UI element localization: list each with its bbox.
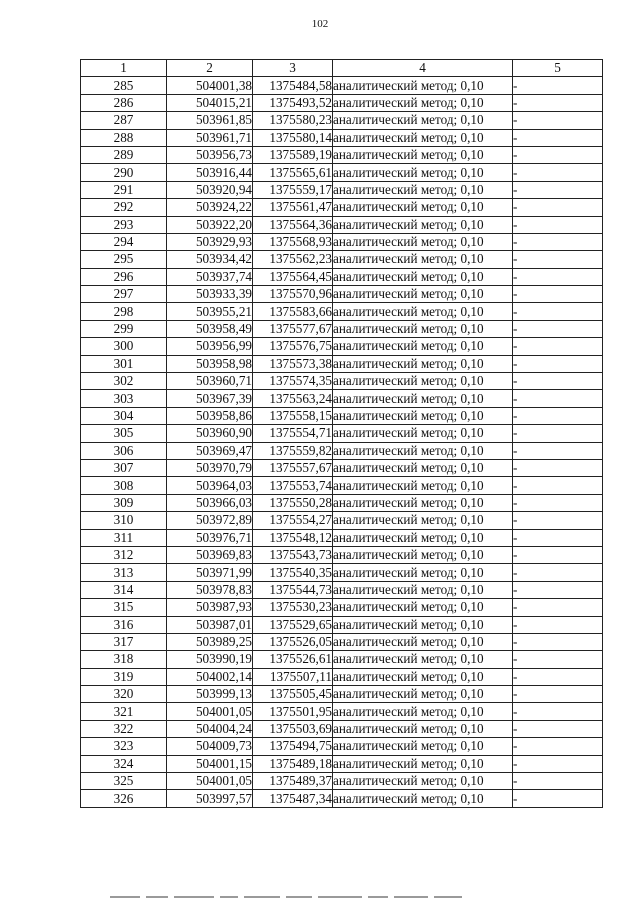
method-cell: аналитический метод; 0,10 [333,320,513,337]
y-coordinate-cell: 1375574,35 [253,373,333,390]
point-number-cell: 291 [81,181,167,198]
table-row [81,755,603,772]
method-cell: аналитический метод; 0,10 [333,112,513,129]
table-row [81,459,603,476]
y-coordinate-cell: 1375543,73 [253,546,333,563]
y-coordinate-cell: 1375489,18 [253,755,333,772]
table-row [81,616,603,633]
table-row [81,199,603,216]
method-cell: аналитический метод; 0,10 [333,459,513,476]
table-row [81,77,603,94]
x-coordinate-cell: 503972,89 [167,512,253,529]
table-row [81,216,603,233]
x-coordinate-cell: 503924,22 [167,199,253,216]
note-cell: - [513,564,603,581]
x-coordinate-cell: 504009,73 [167,738,253,755]
table-row [81,390,603,407]
y-coordinate-cell: 1375484,58 [253,77,333,94]
x-coordinate-cell: 503916,44 [167,164,253,181]
note-cell: - [513,529,603,546]
point-number-cell: 287 [81,112,167,129]
note-cell: - [513,651,603,668]
x-coordinate-cell: 503922,20 [167,216,253,233]
x-coordinate-cell: 503978,83 [167,581,253,598]
note-cell: - [513,703,603,720]
point-number-cell: 316 [81,616,167,633]
method-cell: аналитический метод; 0,10 [333,668,513,685]
x-coordinate-cell: 503987,01 [167,616,253,633]
y-coordinate-cell: 1375573,38 [253,355,333,372]
x-coordinate-cell: 503964,03 [167,477,253,494]
x-coordinate-cell: 503958,98 [167,355,253,372]
table-row [81,564,603,581]
x-coordinate-cell: 503937,74 [167,268,253,285]
note-cell: - [513,686,603,703]
method-cell: аналитический метод; 0,10 [333,651,513,668]
table-row [81,494,603,511]
y-coordinate-cell: 1375565,61 [253,164,333,181]
note-cell: - [513,720,603,737]
table-row [81,425,603,442]
y-coordinate-cell: 1375530,23 [253,599,333,616]
table-row [81,251,603,268]
x-coordinate-cell: 503956,99 [167,338,253,355]
method-cell: аналитический метод; 0,10 [333,129,513,146]
y-coordinate-cell: 1375589,19 [253,146,333,163]
note-cell: - [513,112,603,129]
method-cell: аналитический метод; 0,10 [333,251,513,268]
point-number-cell: 309 [81,494,167,511]
x-coordinate-cell: 503967,39 [167,390,253,407]
point-number-cell: 306 [81,442,167,459]
table-row [81,303,603,320]
point-number-cell: 297 [81,286,167,303]
y-coordinate-cell: 1375505,45 [253,686,333,703]
point-number-cell: 311 [81,529,167,546]
point-number-cell: 288 [81,129,167,146]
y-coordinate-cell: 1375544,73 [253,581,333,598]
method-cell: аналитический метод; 0,10 [333,268,513,285]
point-number-cell: 326 [81,790,167,807]
y-coordinate-cell: 1375564,45 [253,268,333,285]
note-cell: - [513,546,603,563]
point-number-cell: 296 [81,268,167,285]
point-number-cell: 302 [81,373,167,390]
note-cell: - [513,355,603,372]
x-coordinate-cell: 503956,73 [167,146,253,163]
point-number-cell: 294 [81,233,167,250]
method-cell: аналитический метод; 0,10 [333,720,513,737]
point-number-cell: 323 [81,738,167,755]
table-row [81,790,603,807]
table-row [81,112,603,129]
x-coordinate-cell: 503966,03 [167,494,253,511]
x-coordinate-cell: 504015,21 [167,94,253,111]
y-coordinate-cell: 1375529,65 [253,616,333,633]
note-cell: - [513,790,603,807]
y-coordinate-cell: 1375577,67 [253,320,333,337]
note-cell: - [513,599,603,616]
table-row [81,268,603,285]
x-coordinate-cell: 503961,85 [167,112,253,129]
note-cell: - [513,581,603,598]
method-cell: аналитический метод; 0,10 [333,773,513,790]
point-number-cell: 318 [81,651,167,668]
note-cell: - [513,738,603,755]
note-cell: - [513,633,603,650]
note-cell: - [513,668,603,685]
table-row [81,320,603,337]
note-cell: - [513,616,603,633]
x-coordinate-cell: 503969,83 [167,546,253,563]
y-coordinate-cell: 1375561,47 [253,199,333,216]
method-cell: аналитический метод; 0,10 [333,529,513,546]
table-row [81,338,603,355]
y-coordinate-cell: 1375503,69 [253,720,333,737]
note-cell: - [513,407,603,424]
method-cell: аналитический метод; 0,10 [333,233,513,250]
x-coordinate-cell: 504001,05 [167,703,253,720]
page-number: 102 [311,18,329,30]
table-row [81,146,603,163]
x-coordinate-cell: 503961,71 [167,129,253,146]
x-coordinate-cell: 504004,24 [167,720,253,737]
x-coordinate-cell: 503933,39 [167,286,253,303]
note-cell: - [513,199,603,216]
method-cell: аналитический метод; 0,10 [333,564,513,581]
x-coordinate-cell: 504002,14 [167,668,253,685]
method-cell: аналитический метод; 0,10 [333,390,513,407]
note-cell: - [513,286,603,303]
x-coordinate-cell: 504001,15 [167,755,253,772]
method-cell: аналитический метод; 0,10 [333,494,513,511]
note-cell: - [513,755,603,772]
y-coordinate-cell: 1375564,36 [253,216,333,233]
table-row [81,181,603,198]
x-coordinate-cell: 503987,93 [167,599,253,616]
y-coordinate-cell: 1375580,23 [253,112,333,129]
y-coordinate-cell: 1375526,61 [253,651,333,668]
scan-footer-artifact [110,888,590,900]
x-coordinate-cell: 503920,94 [167,181,253,198]
method-cell: аналитический метод; 0,10 [333,581,513,598]
method-cell: аналитический метод; 0,10 [333,738,513,755]
point-number-cell: 299 [81,320,167,337]
method-cell: аналитический метод; 0,10 [333,216,513,233]
y-coordinate-cell: 1375557,67 [253,459,333,476]
point-number-cell: 315 [81,599,167,616]
x-coordinate-cell: 503958,86 [167,407,253,424]
y-coordinate-cell: 1375558,15 [253,407,333,424]
y-coordinate-cell: 1375583,66 [253,303,333,320]
point-number-cell: 300 [81,338,167,355]
point-number-cell: 325 [81,773,167,790]
point-number-cell: 312 [81,546,167,563]
note-cell: - [513,216,603,233]
method-cell: аналитический метод; 0,10 [333,616,513,633]
method-cell: аналитический метод; 0,10 [333,286,513,303]
method-cell: аналитический метод; 0,10 [333,373,513,390]
method-cell: аналитический метод; 0,10 [333,755,513,772]
x-coordinate-cell: 503971,99 [167,564,253,581]
method-cell: аналитический метод; 0,10 [333,703,513,720]
method-cell: аналитический метод; 0,10 [333,546,513,563]
table-header-row [81,60,603,77]
table-row [81,373,603,390]
y-coordinate-cell: 1375493,52 [253,94,333,111]
y-coordinate-cell: 1375562,23 [253,251,333,268]
note-cell: - [513,320,603,337]
point-number-cell: 289 [81,146,167,163]
method-cell: аналитический метод; 0,10 [333,686,513,703]
x-coordinate-cell: 503960,90 [167,425,253,442]
y-coordinate-cell: 1375548,12 [253,529,333,546]
point-number-cell: 313 [81,564,167,581]
note-cell: - [513,373,603,390]
point-number-cell: 322 [81,720,167,737]
table-row [81,129,603,146]
x-coordinate-cell: 503970,79 [167,459,253,476]
table-row [81,686,603,703]
table-row [81,477,603,494]
header-col-1: 1 [81,60,167,77]
point-number-cell: 285 [81,77,167,94]
method-cell: аналитический метод; 0,10 [333,599,513,616]
table-row [81,407,603,424]
table-row [81,599,603,616]
note-cell: - [513,477,603,494]
note-cell: - [513,390,603,407]
point-number-cell: 310 [81,512,167,529]
table-row [81,581,603,598]
note-cell: - [513,77,603,94]
header-col-3: 3 [253,60,333,77]
point-number-cell: 319 [81,668,167,685]
method-cell: аналитический метод; 0,10 [333,338,513,355]
y-coordinate-cell: 1375563,24 [253,390,333,407]
note-cell: - [513,164,603,181]
x-coordinate-cell: 503989,25 [167,633,253,650]
point-number-cell: 290 [81,164,167,181]
x-coordinate-cell: 503999,13 [167,686,253,703]
y-coordinate-cell: 1375487,34 [253,790,333,807]
y-coordinate-cell: 1375554,71 [253,425,333,442]
y-coordinate-cell: 1375550,28 [253,494,333,511]
point-number-cell: 298 [81,303,167,320]
point-number-cell: 301 [81,355,167,372]
y-coordinate-cell: 1375559,17 [253,181,333,198]
note-cell: - [513,459,603,476]
point-number-cell: 286 [81,94,167,111]
method-cell: аналитический метод; 0,10 [333,355,513,372]
note-cell: - [513,181,603,198]
point-number-cell: 317 [81,633,167,650]
x-coordinate-cell: 503958,49 [167,320,253,337]
y-coordinate-cell: 1375568,93 [253,233,333,250]
y-coordinate-cell: 1375494,75 [253,738,333,755]
note-cell: - [513,129,603,146]
method-cell: аналитический метод; 0,10 [333,199,513,216]
point-number-cell: 303 [81,390,167,407]
point-number-cell: 292 [81,199,167,216]
note-cell: - [513,146,603,163]
table-row [81,720,603,737]
note-cell: - [513,268,603,285]
y-coordinate-cell: 1375576,75 [253,338,333,355]
method-cell: аналитический метод; 0,10 [333,77,513,94]
point-number-cell: 320 [81,686,167,703]
y-coordinate-cell: 1375489,37 [253,773,333,790]
method-cell: аналитический метод; 0,10 [333,633,513,650]
point-number-cell: 324 [81,755,167,772]
note-cell: - [513,494,603,511]
table-row [81,164,603,181]
point-number-cell: 307 [81,459,167,476]
method-cell: аналитический метод; 0,10 [333,477,513,494]
note-cell: - [513,94,603,111]
note-cell: - [513,512,603,529]
x-coordinate-cell: 503997,57 [167,790,253,807]
table-row [81,668,603,685]
point-number-cell: 321 [81,703,167,720]
table-row [81,651,603,668]
note-cell: - [513,773,603,790]
table-row [81,233,603,250]
table-row [81,529,603,546]
table-body [81,77,603,807]
note-cell: - [513,425,603,442]
method-cell: аналитический метод; 0,10 [333,790,513,807]
x-coordinate-cell: 503934,42 [167,251,253,268]
table-row [81,442,603,459]
y-coordinate-cell: 1375526,05 [253,633,333,650]
table-row [81,94,603,111]
x-coordinate-cell: 503976,71 [167,529,253,546]
method-cell: аналитический метод; 0,10 [333,442,513,459]
table-row [81,738,603,755]
method-cell: аналитический метод; 0,10 [333,425,513,442]
x-coordinate-cell: 503990,19 [167,651,253,668]
method-cell: аналитический метод; 0,10 [333,164,513,181]
header-col-5: 5 [513,60,603,77]
y-coordinate-cell: 1375580,14 [253,129,333,146]
coordinates-table [80,59,603,808]
x-coordinate-cell: 503929,93 [167,233,253,250]
method-cell: аналитический метод; 0,10 [333,94,513,111]
y-coordinate-cell: 1375559,82 [253,442,333,459]
point-number-cell: 305 [81,425,167,442]
table-row [81,286,603,303]
point-number-cell: 308 [81,477,167,494]
header-col-4: 4 [333,60,513,77]
x-coordinate-cell: 503969,47 [167,442,253,459]
note-cell: - [513,233,603,250]
x-coordinate-cell: 504001,38 [167,77,253,94]
table-row [81,633,603,650]
note-cell: - [513,338,603,355]
note-cell: - [513,442,603,459]
x-coordinate-cell: 503955,21 [167,303,253,320]
header-col-2: 2 [167,60,253,77]
y-coordinate-cell: 1375554,27 [253,512,333,529]
y-coordinate-cell: 1375553,74 [253,477,333,494]
note-cell: - [513,303,603,320]
table-row [81,546,603,563]
point-number-cell: 295 [81,251,167,268]
table-row [81,773,603,790]
y-coordinate-cell: 1375570,96 [253,286,333,303]
table-row [81,703,603,720]
table-row [81,512,603,529]
point-number-cell: 314 [81,581,167,598]
x-coordinate-cell: 504001,05 [167,773,253,790]
method-cell: аналитический метод; 0,10 [333,303,513,320]
y-coordinate-cell: 1375501,95 [253,703,333,720]
y-coordinate-cell: 1375540,35 [253,564,333,581]
method-cell: аналитический метод; 0,10 [333,181,513,198]
method-cell: аналитический метод; 0,10 [333,512,513,529]
y-coordinate-cell: 1375507,11 [253,668,333,685]
method-cell: аналитический метод; 0,10 [333,407,513,424]
note-cell: - [513,251,603,268]
table-row [81,355,603,372]
point-number-cell: 304 [81,407,167,424]
x-coordinate-cell: 503960,71 [167,373,253,390]
method-cell: аналитический метод; 0,10 [333,146,513,163]
point-number-cell: 293 [81,216,167,233]
